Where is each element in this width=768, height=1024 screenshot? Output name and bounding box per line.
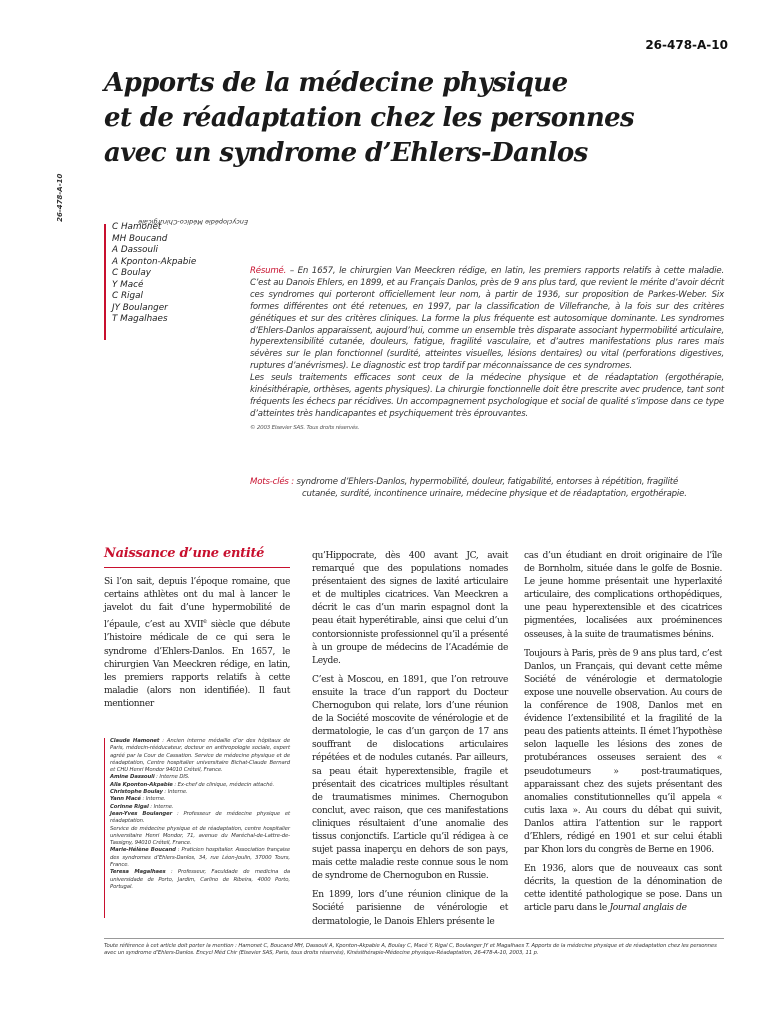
body-paragraph: qu’Hippocrate, dès 400 avant JC, avait remarqué que des populations nomades présentaient des signes de laxité articulaire et de multiples cicatrices. Van Meeckren a décrit le cas d’un marin espagnol dont la peau était hyperétirable, ainsi que celui d’un contorsionniste professionnel qu’il a présenté à un groupe de médecins de l’Académie de Leyde. <box>312 551 508 666</box>
author: C Hamonet <box>112 222 162 232</box>
affiliation <box>110 811 290 826</box>
keywords-label: Mots-clés : <box>250 477 294 487</box>
journal-title: Journal anglais de <box>609 903 687 914</box>
superscript: e <box>203 618 207 626</box>
keywords-line: syndrome d’Ehlers-Danlos, hypermobilité, douleur, fatigabilité, entorses à répétition, fragilité <box>293 477 679 487</box>
citation-footer: Toute référence à cet article doit porter la mention : Hamonet C, Boucand MH, Dassouli A, Kponton-Akpabie A, Boulay C, Macé Y, Rigal C, Boulanger JY et Magalhaes T. Apports de la médecine physique et de réadaptation chez les personnes avec un syndrome d’Ehlers-Danlos. Encycl Méd Chir (Elsevier SAS, Paris, tous droits réservés), Kinésithérapie-Médecine physique-Réadaptation, 26-478-A-10, 2003, 11 p. <box>104 938 724 958</box>
keywords-line: cutanée, surdité, incontinence urinaire, médecine physique et de réadaptation, ergothérapie. <box>302 489 687 499</box>
affiliation-text: : Professeur, Faculdade de medicina da universidade de Porto, Jardim, Carlino de Ribeira, 4000 Porto, Portugal. <box>110 869 290 890</box>
copyright-notice: © 2003 Elsevier SAS. Tous droits réservés. <box>250 424 360 431</box>
author: Y Macé <box>112 279 144 290</box>
body-text: siècle que débute l’histoire médicale de ce qui sera le syndrome d’Ehlers-Danlos. En 1657, le chirurgien Van Meeckren rédige, en latin, les premiers rapports relatifs à cette maladie (alors non identifiée). Il faut mentionner <box>104 620 290 709</box>
affiliation <box>110 869 290 891</box>
author: C Boulay <box>112 268 151 278</box>
affiliation <box>110 774 290 781</box>
author: T Magalhaes <box>112 314 168 324</box>
keywords <box>250 476 724 500</box>
affiliation-name: Yann Macé <box>110 796 141 803</box>
affiliation <box>110 804 290 811</box>
abstract-paragraph: Les seuls traitements efficaces sont ceux de la médecine physique et de réadaptation (ergothérapie, kinésithérapie, orthèses, agents physiques). La chirurgie fonctionnelle doit être prescrite avec prudence, tant sont fréquents les échecs par récidives. Un accompagnement psychologique et social de qualité s’impose dans ce type d’atteintes très handicapantes et psychiquement très éprouvantes. <box>250 373 724 419</box>
body-paragraph: Toujours à Paris, près de 9 ans plus tard, c’est Danlos, un Français, qui devant cette même Société de vénérologie et dermatologie expose une nouvelle observation. Au cours de la conférence de 1908, Danlos met en évidence l’extensibilité et la fragilité de la peau des patients atteints. Il émet l’hypothèse selon laquelle les lésions des zones de protubérances osseuses seraient des « pseudotumeurs » post-traumatiques, apparaissant chez des sujets présentant des anomalies constitutionnelles qu’il appela « cutis laxa ». Au cours du débat qui suivit, Danlos attira l’attention sur le rapport d’Ehlers, rédigé en 1901 et sur celui établi par Khon lors du congrès de Berne en 1906. <box>524 648 722 856</box>
text-column-2 <box>312 550 508 935</box>
side-doc-code: 26-478-A-10 <box>56 173 64 222</box>
affiliation-text: : Interne DIS. <box>154 774 190 781</box>
affiliation-text: : Interne. <box>148 803 174 810</box>
body-paragraph: cas d’un étudiant en droit originaire de l’île de Bornholm, située dans le golfe de Bosnie. Le jeune homme présentait une hyperlaxité articulaire, des complications orthopédiques, une peau hyperextensible et des cicatrices pigmentées, localisées aux proéminences osseuses, à la suite de traumatismes bénins. <box>524 551 722 640</box>
affiliation-name: Alla Kponton-Akpabie <box>110 781 173 788</box>
affiliation-text: : Ancien interne médaille d’or des hôpitaux de Paris, médecin-rééducateur, docteur en anthropologie sociale, expert agréé par la Cour de Cassation. Service de médecine physique et de réadaptation, Centre hospitalier universitaire Bichat-Claude Bernard et CHU Henri Mondor 94010 Créteil, France. <box>110 738 290 774</box>
body-text: En 1936, alors que de nouveaux cas sont décrits, la question de la dénomination de cette identité pathologique se pose. Dans un article paru dans le <box>524 864 722 914</box>
body-paragraph <box>524 863 722 915</box>
author: A Dassouli <box>112 245 158 255</box>
affiliation <box>110 826 290 848</box>
affiliation-text: : Ex-chef de clinique, médecin attaché. <box>172 781 275 788</box>
affiliation-name: Corinne Rigal <box>110 803 149 810</box>
affiliation-text: : Interne. <box>162 789 188 796</box>
text-column-3 <box>524 550 722 922</box>
affiliation-text: : Professeur de médecine physique et réadaptation. <box>110 810 291 825</box>
body-paragraph: En 1899, lors d’une réunion clinique de la Société parisienne de vénérologie et dermatologie, le Danois Ehlers présente le <box>312 890 508 927</box>
affiliation <box>110 738 290 774</box>
title-line: et de réadaptation chez les personnes <box>104 103 635 133</box>
body-paragraph: C’est à Moscou, en 1891, que l’on retrouve ensuite la trace d’un rapport du Docteur Chernogubon qui relate, lors d’une réunion de la Société moscovite de vénérologie et de dermatologie, le cas d’un garçon de 17 ans souffrant de dislocations articulaires répétées et de nodules cutanés. Par ailleurs, sa peau était hyperextensible, fragile et présentait des cicatrices multiples résultant de traumatismes minimes. Chernogubon conclut, avec raison, que ces manifestations cliniques résultaient d’une anomalie des tissus conjonctifs. L’article qu’il rédigea à ce sujet passa inaperçu en dehors de son pays, mais cette maladie reste connue sous le nom de syndrome de Chernogubon en Russie. <box>312 674 508 882</box>
section-title: Naissance d’une entité <box>104 546 265 561</box>
affiliation-text: : Interne. <box>140 796 166 803</box>
journal-name: Encyclopédie Médico-Chirurgicale <box>138 218 248 226</box>
affiliation-name: Claude Hamonet <box>110 738 160 744</box>
document-reference: 26-478-A-10 <box>645 38 728 52</box>
affiliation-text: Service de médecine physique et de réadaptation, centre hospitalier universitaire Henri Mondor, 71, avenue du Maréchal-de-Lattre-de-Tassigny, 94010 Créteil, France. <box>110 825 290 847</box>
body-paragraph <box>104 576 290 711</box>
author: MH Boucand <box>112 233 168 244</box>
affiliation <box>110 796 290 803</box>
affiliation-name: Jean-Yves Boulanger <box>110 810 173 817</box>
century-numeral: XVII <box>184 620 204 631</box>
author: JY Boulanger <box>112 302 168 313</box>
section-heading <box>104 542 290 568</box>
body-text: Si l’on sait, depuis l’époque romaine, que certains athlètes ont du mal à lancer le javelot du fait d’une hypermobilité de l’épaule, c’est au <box>104 577 290 631</box>
abstract <box>250 266 724 435</box>
article-title <box>104 66 724 171</box>
author-list <box>112 222 232 326</box>
title-line: avec un syndrome d’Ehlers-Danlos <box>104 138 588 168</box>
text-column-1 <box>104 576 290 717</box>
affiliation-text: : Praticien hospitalier. Association française des syndromes d’Ehlers-Danlos, 34, rue Léon-Joulin, 37000 Tours, France. <box>110 847 290 869</box>
abstract-paragraph: – En 1657, le chirurgien Van Meeckren rédige, en latin, les premiers rapports relatifs à cette maladie. C’est au Danois Ehlers, en 1899, et au Français Danlos, près de 9 ans plus tard, que revient le mérite d’avoir décrit ces syndromes qui porteront officiellement leur nom, à partir de 1936, sur proposition de Parkes-Weber. Six formes différentes ont été retenues, en 1997, par la classification de Villefranche, à la fois sur des critères génétiques et sur des critères cliniques. La forme la plus fréquente est autosomique dominante. Les syndromes d’Ehlers-Danlos apparaissent, aujourd’hui, comme un ensemble très disparate associant hypermobilité articulaire, hyperextensibilité cutanée, douleurs, fatigue, fragilité vasculaire, et d’autres manifestations plus rares mais sévères sur le plan fonctionnel (surdité, atteintes visuelles, lésions dentaires) ou vital (perforations digestives, ruptures d’anévrismes). Le diagnostic est trop tardif par méconnaissance de ces syndromes. <box>250 266 724 372</box>
affiliation-name: Teresa Magalhaes <box>110 869 166 876</box>
affiliation-name: Marie-Hélène Boucand <box>110 847 176 854</box>
author: A Kponton-Akpabie <box>112 256 197 267</box>
abstract-label: Résumé. <box>250 266 287 276</box>
title-line: Apports de la médecine physique <box>104 68 568 98</box>
author: C Rigal <box>112 291 143 301</box>
affiliation-name: Christophe Boulay <box>110 789 163 796</box>
affiliations-box <box>110 738 290 891</box>
affiliation-name: Amine Dassouli <box>110 774 155 781</box>
affiliation <box>110 782 290 789</box>
affiliation <box>110 847 290 869</box>
